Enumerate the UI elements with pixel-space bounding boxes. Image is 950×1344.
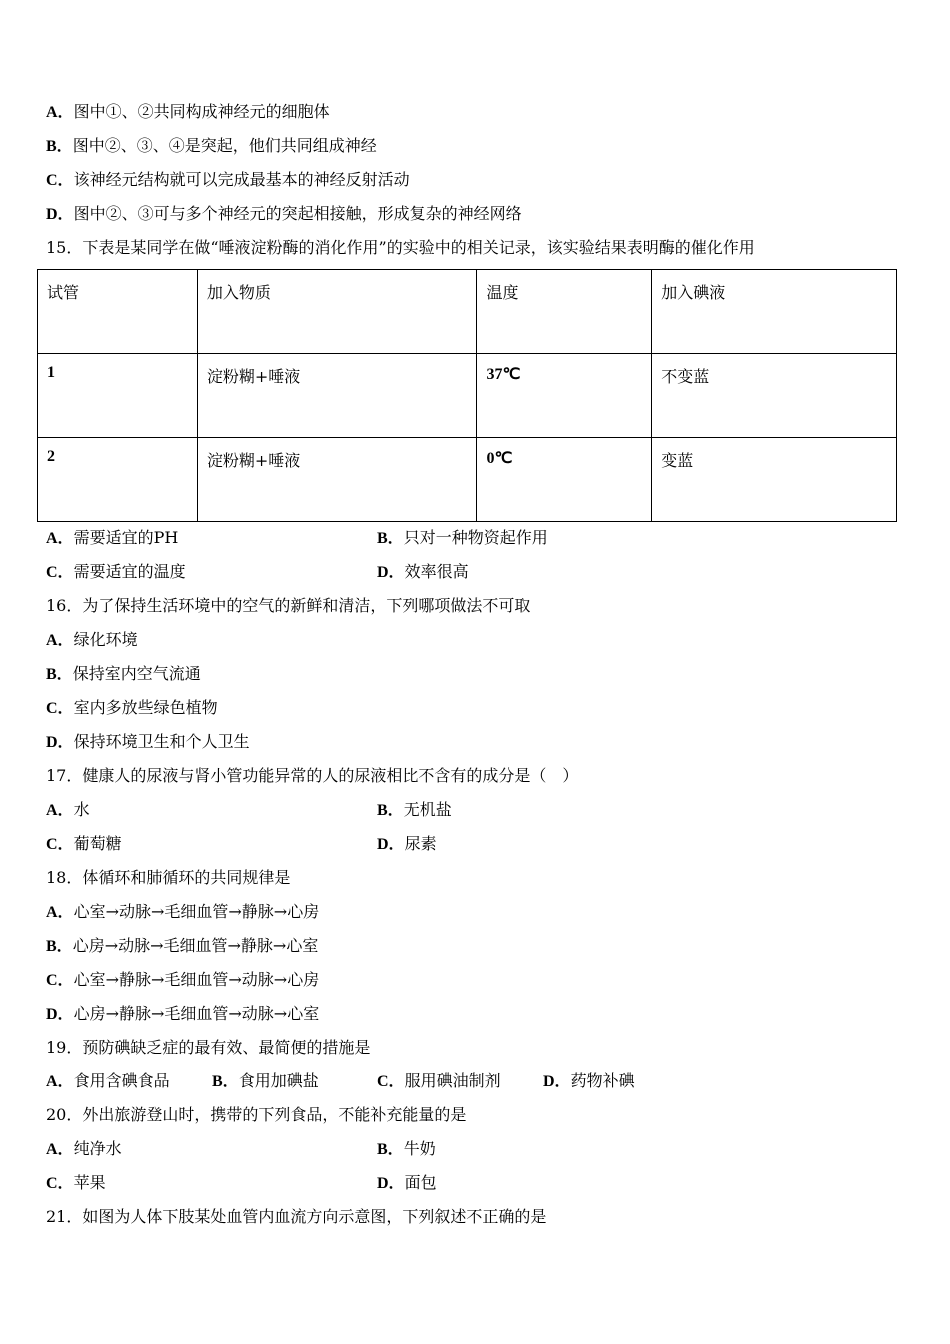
table-row (38, 438, 897, 522)
q17-option-c: C．葡萄糖 (46, 834, 122, 853)
header-iodine: 加入碘液 (652, 270, 897, 354)
q18-stem: 18．体循环和肺循环的共同规律是 (46, 868, 291, 887)
q14-option-d: D．图中②、③可与多个神经元的突起相接触，形成复杂的神经网络 (46, 204, 522, 223)
cell-iodine: 不变蓝 (652, 354, 897, 438)
q16-stem: 16．为了保持生活环境中的空气的新鲜和清洁，下列哪项做法不可取 (46, 596, 531, 615)
q15-option-b: B．只对一种物资起作用 (377, 528, 548, 547)
q18-option-d: D．心房→静脉→毛细血管→动脉→心室 (46, 1004, 320, 1023)
cell-iodine: 变蓝 (652, 438, 897, 522)
cell-substance: 淀粉糊+唾液 (197, 438, 477, 522)
experiment-table (37, 269, 897, 522)
q21-stem: 21．如图为人体下肢某处血管内血流方向示意图，下列叙述不正确的是 (46, 1207, 547, 1226)
q20-stem: 20．外出旅游登山时，携带的下列食品，不能补充能量的是 (46, 1105, 467, 1124)
table-row (38, 354, 897, 438)
q16-option-a: A．绿化环境 (46, 630, 138, 649)
q19-option-b: B．食用加碘盐 (212, 1071, 319, 1090)
q17-option-b: B．无机盐 (377, 800, 452, 819)
header-temperature: 温度 (477, 270, 652, 354)
cell-substance: 淀粉糊+唾液 (197, 354, 477, 438)
q19-option-d: D．药物补碘 (543, 1071, 635, 1090)
cell-tube: 1 (38, 354, 198, 438)
q17-option-d: D．尿素 (377, 834, 437, 853)
cell-tube: 2 (38, 438, 198, 522)
q19-option-c: C．服用碘油制剂 (377, 1071, 501, 1090)
q15-stem: 15．下表是某同学在做“唾液淀粉酶的消化作用”的实验中的相关记录，该实验结果表明酶的催化作用 (46, 238, 755, 257)
q20-option-a: A．纯净水 (46, 1139, 122, 1158)
header-substance: 加入物质 (197, 270, 477, 354)
q15-option-a: A．需要适宜的PH (46, 528, 179, 547)
q14-option-b: B．图中②、③、④是突起，他们共同组成神经 (46, 136, 377, 155)
q14-option-c: C．该神经元结构就可以完成最基本的神经反射活动 (46, 170, 410, 189)
q15-option-c: C．需要适宜的温度 (46, 562, 186, 581)
q17-stem: 17．健康人的尿液与肾小管功能异常的人的尿液相比不含有的成分是（ ） (46, 766, 579, 785)
q20-option-b: B．牛奶 (377, 1139, 436, 1158)
q17-option-a: A．水 (46, 800, 90, 819)
q15-option-d: D．效率很高 (377, 562, 469, 581)
header-tube: 试管 (38, 270, 198, 354)
q19-option-a: A．食用含碘食品 (46, 1071, 170, 1090)
q14-option-a: A．图中①、②共同构成神经元的细胞体 (46, 102, 330, 121)
q20-option-d: D．面包 (377, 1173, 437, 1192)
cell-temperature: 37℃ (477, 354, 652, 438)
q16-option-d: D．保持环境卫生和个人卫生 (46, 732, 250, 751)
q18-option-a: A．心室→动脉→毛细血管→静脉→心房 (46, 902, 320, 921)
q16-option-c: C．室内多放些绿色植物 (46, 698, 218, 717)
q20-option-c: C．苹果 (46, 1173, 106, 1192)
q18-option-b: B．心房→动脉→毛细血管→静脉→心室 (46, 936, 319, 955)
cell-temperature: 0℃ (477, 438, 652, 522)
q16-option-b: B．保持室内空气流通 (46, 664, 201, 683)
q18-option-c: C．心室→静脉→毛细血管→动脉→心房 (46, 970, 320, 989)
table-header-row (38, 270, 897, 354)
q19-stem: 19．预防碘缺乏症的最有效、最简便的措施是 (46, 1038, 371, 1057)
